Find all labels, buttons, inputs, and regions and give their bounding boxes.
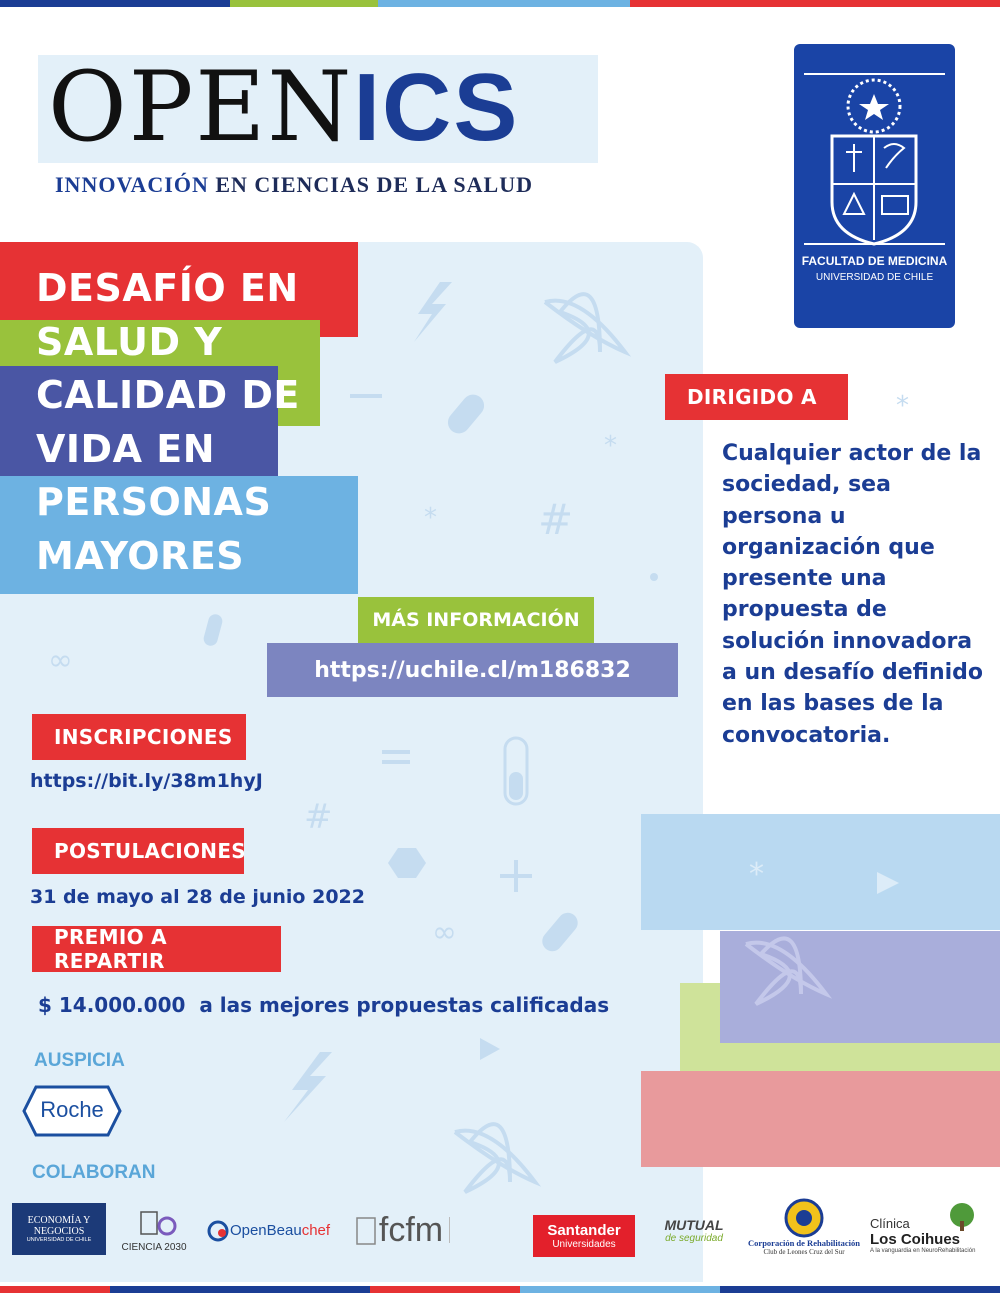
clinica-tagline: A la vanguardia en NeuroRehabilitación bbox=[870, 1248, 976, 1254]
logo-corporacion-rehabilitacion bbox=[746, 1192, 862, 1262]
audience-label: DIRIGIDO A bbox=[665, 374, 848, 420]
more-info-link[interactable]: https://uchile.cl/m186832 bbox=[267, 643, 678, 697]
knot-icon bbox=[746, 938, 826, 1004]
challenge-title bbox=[36, 262, 366, 583]
bottom-color-stripe bbox=[0, 1286, 1000, 1293]
econ-line2: NEGOCIOS bbox=[33, 1226, 85, 1237]
pill-icon bbox=[443, 390, 488, 438]
title-line: PERSONAS bbox=[36, 480, 272, 524]
top-color-stripe bbox=[0, 0, 1000, 7]
logo-santander bbox=[533, 1215, 635, 1257]
clinica-label: Clínica bbox=[870, 1216, 910, 1231]
deco-symbols bbox=[641, 814, 1000, 1167]
play-icon bbox=[877, 872, 899, 894]
pill-icon bbox=[538, 909, 582, 956]
hash-icon: # bbox=[538, 495, 574, 544]
roche-name: Roche bbox=[40, 1097, 104, 1122]
faculty-logo bbox=[794, 44, 955, 328]
title-line: CALIDAD DE bbox=[36, 373, 300, 417]
play-icon bbox=[480, 1038, 500, 1060]
asterisk-icon: * bbox=[424, 503, 437, 533]
infinity-icon: ∞ bbox=[48, 643, 73, 678]
logo-dark-part: OPEN bbox=[48, 51, 354, 163]
santander-text: Santander bbox=[547, 1222, 621, 1239]
logo-mutual bbox=[648, 1195, 740, 1265]
clinica-name: Los Coihues bbox=[870, 1231, 961, 1248]
bolt-icon bbox=[284, 1052, 332, 1122]
knot-icon bbox=[455, 1124, 535, 1192]
ciencia-text: CIENCIA 2030 bbox=[121, 1241, 187, 1253]
ciencia-emblem-icon bbox=[129, 1208, 179, 1242]
prize-amount: $ 14.000.000 bbox=[38, 993, 186, 1017]
fcfm-subtitle-lines bbox=[449, 1217, 515, 1243]
beauchef-mark-icon bbox=[206, 1217, 230, 1243]
beauchef-text-b: chef bbox=[301, 1221, 331, 1239]
dot-icon bbox=[650, 573, 658, 581]
faculty-name: FACULTAD DE MEDICINA bbox=[801, 254, 948, 268]
logo-blue-part: ICS bbox=[353, 54, 520, 161]
university-name: UNIVERSIDAD DE CHILE bbox=[815, 272, 934, 283]
logo-clinica-los-coihues bbox=[870, 1195, 986, 1265]
lions-club-emblem-icon bbox=[784, 1198, 824, 1238]
infinity-icon: ∞ bbox=[432, 915, 457, 950]
asterisk-icon: * bbox=[604, 431, 617, 461]
mutual-text: MUTUAL bbox=[664, 1216, 724, 1233]
asterisk-icon bbox=[894, 392, 918, 416]
hash-icon: # bbox=[304, 797, 333, 837]
svg-text:*: * bbox=[896, 392, 909, 416]
registration-link[interactable]: https://bit.ly/38m1hyJ bbox=[30, 770, 263, 792]
collaborators-label: COLABORAN bbox=[32, 1162, 156, 1183]
pill-icon bbox=[202, 613, 224, 648]
equals-icon bbox=[382, 760, 410, 764]
registration-label: INSCRIPCIONES bbox=[32, 714, 246, 760]
beauchef-text-a: OpenBeau bbox=[229, 1221, 302, 1239]
santander-subtext: Universidades bbox=[552, 1239, 616, 1250]
title-line: SALUD Y bbox=[36, 319, 223, 364]
title-line: DESAFÍO EN bbox=[36, 266, 299, 310]
audience-text: Cualquier actor de la sociedad, sea persona u organización que presente una propuesta de solución innovadora a un desafío definido en las bases de la convocatoria. bbox=[722, 441, 984, 748]
logo-fcfm bbox=[346, 1195, 522, 1265]
prize-text: a las mejores propuestas calificadas bbox=[199, 993, 610, 1017]
title-line: MAYORES bbox=[36, 533, 245, 578]
applications-dates: 31 de mayo al 28 de junio 2022 bbox=[30, 886, 365, 908]
title-line: VIDA EN bbox=[36, 426, 215, 471]
tagline bbox=[55, 172, 533, 198]
logo-economia-negocios bbox=[12, 1203, 106, 1255]
tagline-emphasis: INNOVACIÓN bbox=[55, 172, 209, 197]
knot-icon bbox=[545, 294, 625, 362]
sponsor-label: AUSPICIA bbox=[34, 1050, 125, 1071]
asterisk-icon: * bbox=[749, 857, 764, 892]
fcfm-emblem-icon bbox=[353, 1210, 379, 1250]
tree-icon bbox=[942, 1201, 982, 1231]
bolt-icon bbox=[414, 282, 452, 342]
tagline-rest: EN CIENCIAS DE LA SALUD bbox=[215, 172, 533, 197]
equals-icon bbox=[382, 750, 410, 754]
mutual-subtext: de seguridad bbox=[665, 1232, 723, 1244]
econ-line3: UNIVERSIDAD DE CHILE bbox=[26, 1237, 92, 1243]
prize-line bbox=[38, 993, 609, 1017]
openics-logo bbox=[48, 52, 519, 163]
more-info-label: MÁS INFORMACIÓN bbox=[358, 597, 594, 643]
hexagon-icon bbox=[388, 848, 426, 878]
econ-line1: ECONOMÍA Y bbox=[27, 1215, 91, 1226]
prize-label: PREMIO A REPARTIR bbox=[32, 926, 281, 972]
fcfm-text: fcfm bbox=[378, 1210, 444, 1249]
applications-label: POSTULACIONES bbox=[32, 828, 244, 874]
shield-emblem-icon bbox=[794, 44, 955, 249]
corp-text: Corporación de Rehabilitación bbox=[748, 1238, 860, 1248]
corp-subtext: Club de Leones Cruz del Sur bbox=[763, 1248, 845, 1256]
logo-open-beauchef bbox=[198, 1195, 338, 1265]
logo-ciencia-2030 bbox=[114, 1195, 194, 1265]
